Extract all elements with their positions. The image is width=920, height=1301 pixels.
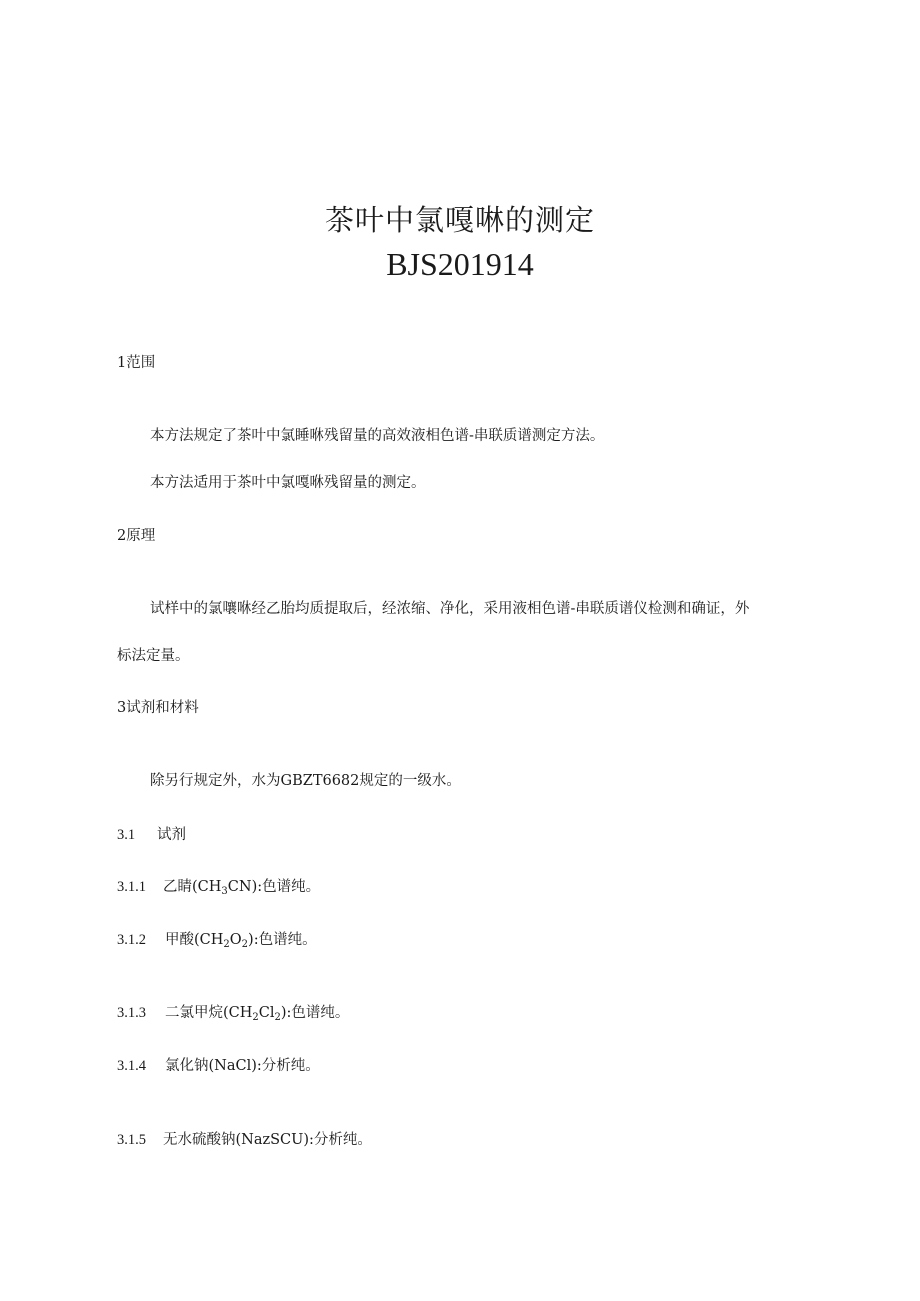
- subsection-reagents: [117, 825, 186, 845]
- subsection-number: 3.1: [117, 827, 136, 843]
- document-title: 茶叶中氯嘎啉的测定: [324, 203, 595, 237]
- scope-paragraph-1: 本方法规定了茶叶中氯睡咻残留量的高效液相色谱-串联质谱测定方法。: [150, 428, 605, 444]
- reagent-item: [117, 877, 320, 897]
- standard-code: BJS201914: [386, 246, 534, 282]
- reagent-item-text: 乙睛$(CH_3CN)$:色谱纯。: [163, 879, 321, 897]
- principle-paragraph-line-1: 试样中的氯嚷咻经乙胎均质提取后，经浓缩、净化，采用液相色谱-串联质谱仪检测和确证，外: [150, 601, 750, 617]
- reagent-item-number: 3.1.5: [117, 1132, 146, 1148]
- reagent-item-text: 无水硫酸钠(NazSCU):分析纯。: [163, 1132, 372, 1148]
- reagent-item-number: 3.1.4: [117, 1058, 146, 1074]
- reagents-paragraph: 除另行规定外，水为GBZT6682规定的一级水。: [150, 773, 461, 789]
- reagent-item-number: 3.1.2: [117, 932, 146, 948]
- reagent-item: [117, 930, 317, 950]
- reagent-item-number: 3.1.1: [117, 879, 146, 895]
- subsection-label: 试剂: [157, 827, 186, 843]
- principle-paragraph-line-2: 标法定量。: [117, 648, 190, 664]
- section-heading-reagents: 3试剂和材料: [117, 700, 199, 716]
- reagent-item: [117, 1130, 372, 1150]
- section-heading-principle: 2原理: [117, 528, 156, 544]
- reagent-item: [117, 1056, 320, 1076]
- reagent-item-text: 甲酸$(CH_2O_2)$:色谱纯。: [165, 932, 317, 950]
- scope-paragraph-2: 本方法适用于茶叶中氯嘎咻残留量的测定。: [150, 475, 426, 491]
- reagent-item-number: 3.1.3: [117, 1005, 146, 1021]
- reagent-item-text: 二氯甲烷$(CH_2Cl_2)$:色谱纯。: [165, 1005, 350, 1023]
- reagent-item: [117, 1003, 349, 1023]
- section-heading-scope: 1范围: [117, 355, 156, 371]
- reagent-item-text: 氯化钠(NaCl):分析纯。: [165, 1058, 320, 1074]
